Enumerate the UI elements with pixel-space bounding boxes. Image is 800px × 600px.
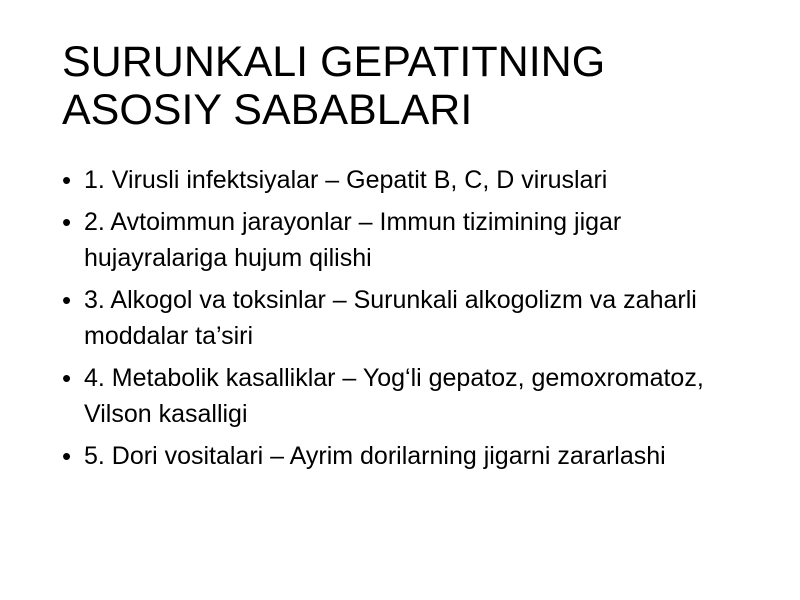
bullet-item xyxy=(62,360,732,432)
bullet-icon: • xyxy=(62,285,72,315)
bullet-icon: • xyxy=(62,165,72,195)
bullet-item xyxy=(62,204,732,276)
bullet-icon: • xyxy=(62,207,72,237)
bullet-text: 5. Dori vositalari – Ayrim dorilarning jigarni zararlashi xyxy=(84,442,666,470)
bullet-text: 3. Alkogol va toksinlar – Surunkali alkogolizm va zaharli moddalar ta’siri xyxy=(84,286,697,350)
bullet-text: 2. Avtoimmun jarayonlar – Immun tizimining jigar hujayralariga hujum qilishi xyxy=(84,208,622,272)
bullet-item xyxy=(62,162,732,198)
bullet-item xyxy=(62,438,732,474)
bullet-icon: • xyxy=(62,363,72,393)
bullet-icon: • xyxy=(62,441,72,471)
bullet-item xyxy=(62,282,732,354)
bullet-list xyxy=(62,162,732,480)
bullet-text: 4. Metabolik kasalliklar – Yog‘li gepatoz, gemoxromatoz, Vilson kasalligi xyxy=(84,364,704,428)
slide-title: SURUNKALI GEPATITNING ASOSIY SABABLARI xyxy=(62,38,606,134)
bullet-text: 1. Virusli infektsiyalar – Gepatit B, C, D viruslari xyxy=(84,166,608,194)
